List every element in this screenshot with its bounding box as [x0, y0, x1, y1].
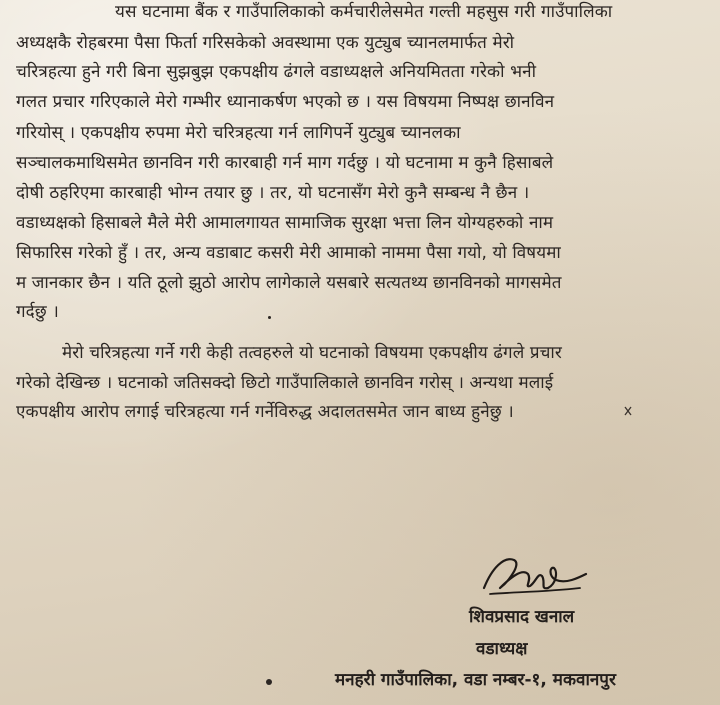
paragraph-1-line-3: चरित्रहत्या हुने गरी बिना सुझबुझ एकपक्षीय ढंगले वडाध्यक्षले अनियमितता गरेको भनी [16, 62, 537, 82]
signatory-office: मनहरी गाउँपालिका, वडा नम्बर-१, मकवानपुर [335, 670, 616, 690]
paragraph-1-line-10: म जानकार छैन । यति ठूलो झुठो आरोप लागेकाले यसबारे सत्यतथ्य छानविनको मागसमेत [16, 273, 562, 293]
paragraph-1-line-4: गलत प्रचार गरिएकाले मेरो गम्भीर ध्यानाकर्षण भएको छ । यस विषयमा निष्पक्ष छानविन [16, 92, 555, 112]
paragraph-2-line-2: गरेको देखिन्छ । घटनाको जतिसक्दो छिटो गाउँपालिकाले छानविन गरोस् । अन्यथा मलाई [16, 373, 554, 393]
ink-dot [268, 316, 271, 319]
stray-pen-mark [623, 405, 633, 417]
paragraph-1-line-2: अध्यक्षकै रोहबरमा पैसा फिर्ता गरिसकेको अवस्थामा एक युट्युब च्यानलमार्फत मेरो [16, 33, 515, 53]
signatory-name: शिवप्रसाद खनाल [469, 607, 575, 627]
paragraph-1-line-1: यस घटनामा बैंक र गाउँपालिकाको कर्मचारीलेसमेत गल्ती महसुस गरी गाउँपालिका [115, 2, 613, 22]
paragraph-1-line-8: वडाध्यक्षको हिसाबले मैले मेरी आमालगायत सामाजिक सुरक्षा भत्ता लिन योग्यहरुको नाम [16, 213, 554, 233]
paragraph-2-line-3: एकपक्षीय आरोप लगाई चरित्रहत्या गर्न गर्नेविरुद्ध अदालतसमेत जान बाध्य हुनेछु । [16, 402, 514, 422]
paragraph-1-line-5: गरियोस् । एकपक्षीय रुपमा मेरो चरित्रहत्या गर्न लागिपर्ने युट्युब च्यानलका [16, 123, 461, 143]
paragraph-1-line-9: सिफारिस गरेको हुँ । तर, अन्य वडाबाट कसरी मेरी आमाको नाममा पैसा गयो, यो विषयमा [16, 243, 561, 263]
paragraph-1-line-7: दोषी ठहरिएमा कारबाही भोग्न तयार छु । तर, यो घटनासँग मेरो कुनै सम्बन्ध नै छैन । [16, 183, 530, 203]
paragraph-1-line-6: सञ्चालकमाथिसमेत छानविन गरी कारबाही गर्न माग गर्दछु । यो घटनामा म कुनै हिसाबले [16, 153, 554, 173]
paragraph-1-line-11: गर्दछु । [16, 302, 59, 322]
ink-dot [266, 679, 272, 685]
signatory-title: वडाध्यक्ष [476, 639, 528, 659]
handwritten-signature [470, 548, 590, 604]
paragraph-2-line-1: मेरो चरित्रहत्या गर्ने गरी केही तत्वहरुले यो घटनाको विषयमा एकपक्षीय ढंगले प्रचार [62, 343, 562, 363]
